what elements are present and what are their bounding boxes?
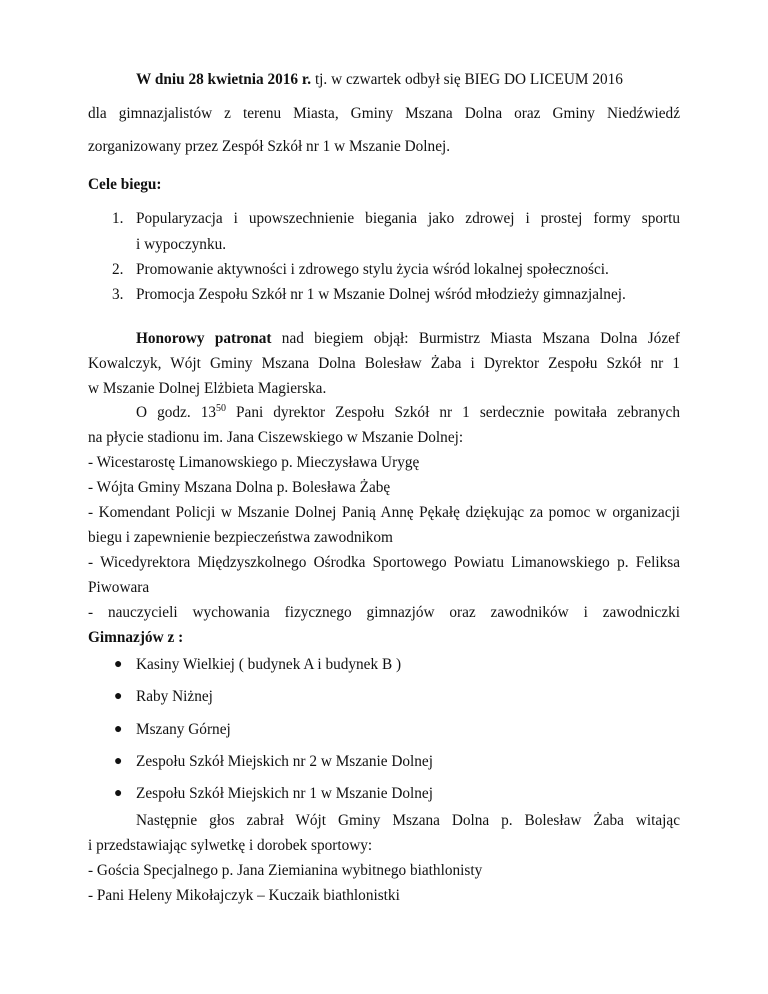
closing-line-2: i przedstawiając sylwetkę i dorobek sportowy: xyxy=(88,837,373,854)
schools-heading-text: Gimnazjów z : xyxy=(88,629,184,646)
goal-1-line-2: i wypoczynku. xyxy=(136,236,227,253)
bullet-icon: ● xyxy=(114,786,123,801)
guest-line-4: biegu i zapewnienie bezpieczeństwa zawodnikom xyxy=(88,529,393,546)
welcome-line-1 xyxy=(136,403,680,423)
bullet-icon: ● xyxy=(114,657,123,672)
goal-2-text: Promowanie aktywności i zdrowego stylu życia wśród lokalnej społeczności. xyxy=(136,261,609,278)
patron-line-3: w Mszanie Dolnej Elżbieta Magierska. xyxy=(88,380,327,397)
goal-2-number: 2. xyxy=(112,261,124,278)
guest-line-2: - Wójta Gminy Mszana Dolna p. Bolesława Żabę xyxy=(88,479,391,496)
closing-guest-2: - Pani Heleny Mikołajczyk – Kuczaik biathlonistki xyxy=(88,887,400,904)
patron-line-1-text: nad biegiem objął: Burmistrz Miasta Mszana Dolna Józef xyxy=(271,330,681,347)
welcome-line-1-text: Pani dyrektor Zespołu Szkół nr 1 serdecznie powitała zebranych xyxy=(226,404,680,421)
schools-heading xyxy=(88,628,183,648)
goal-1-number: 1. xyxy=(112,210,124,227)
bullet-icon: ● xyxy=(114,722,123,737)
school-item-2: Raby Niżnej xyxy=(136,688,213,705)
welcome-time-minutes: 50 xyxy=(216,402,226,414)
school-item-5: Zespołu Szkół Miejskich nr 1 w Mszanie Dolnej xyxy=(136,785,433,802)
school-item-3: Mszany Górnej xyxy=(136,721,231,738)
goals-heading-text: Cele biegu: xyxy=(88,176,162,193)
guest-line-5: - Wicedyrektora Międzyszkolnego Ośrodka Sportowego Powiatu Limanowskiego p. Feliksa xyxy=(88,554,680,571)
patron-line-2: Kowalczyk, Wójt Gminy Mszana Dolna Bolesław Żaba i Dyrektor Zespołu Szkół nr 1 xyxy=(88,355,680,372)
goal-3-number: 3. xyxy=(112,286,124,303)
goal-3-text: Promocja Zespołu Szkół nr 1 w Mszanie Dolnej wśród młodzieży gimnazjalnej. xyxy=(136,286,626,303)
intro-line-1 xyxy=(136,70,623,90)
school-item-1: Kasiny Wielkiej ( budynek A i budynek B ) xyxy=(136,656,402,673)
guest-line-7: - nauczycieli wychowania fizycznego gimnazjów oraz zawodników i zawodniczki xyxy=(88,604,680,621)
guest-line-6: Piwowara xyxy=(88,579,150,596)
intro-date: W dniu 28 kwietnia 2016 r. xyxy=(136,71,312,88)
intro-line-3: zorganizowany przez Zespół Szkół nr 1 w Mszanie Dolnej. xyxy=(88,138,451,155)
goal-1-line-1: Popularyzacja i upowszechnienie biegania jako zdrowej i prostej formy sportu xyxy=(136,210,680,227)
patron-line-1 xyxy=(136,329,680,349)
goals-heading xyxy=(88,175,162,195)
bullet-icon: ● xyxy=(114,689,123,704)
closing-line-1: Następnie głos zabrał Wójt Gminy Mszana Dolna p. Bolesław Żaba witając xyxy=(136,812,680,829)
intro-line-2: dla gimnazjalistów z terenu Miasta, Gminy Mszana Dolna oraz Gminy Niedźwiedź xyxy=(88,105,680,122)
welcome-time-prefix: O godz. 13 xyxy=(136,404,216,421)
welcome-line-2: na płycie stadionu im. Jana Ciszewskiego w Mszanie Dolnej: xyxy=(88,429,464,446)
patron-bold: Honorowy patronat xyxy=(136,330,272,347)
intro-line-1-text: tj. w czwartek odbył się BIEG DO LICEUM 2016 xyxy=(314,71,623,88)
guest-line-1: - Wicestarostę Limanowskiego p. Mieczysława Urygę xyxy=(88,454,420,471)
guest-line-3: - Komendant Policji w Mszanie Dolnej Panią Annę Pękałę dziękując za pomoc w organizacji xyxy=(88,504,680,521)
closing-guest-1: - Gościa Specjalnego p. Jana Ziemianina wybitnego biathlonisty xyxy=(88,862,483,879)
bullet-icon: ● xyxy=(114,754,123,769)
school-item-4: Zespołu Szkół Miejskich nr 2 w Mszanie Dolnej xyxy=(136,753,433,770)
